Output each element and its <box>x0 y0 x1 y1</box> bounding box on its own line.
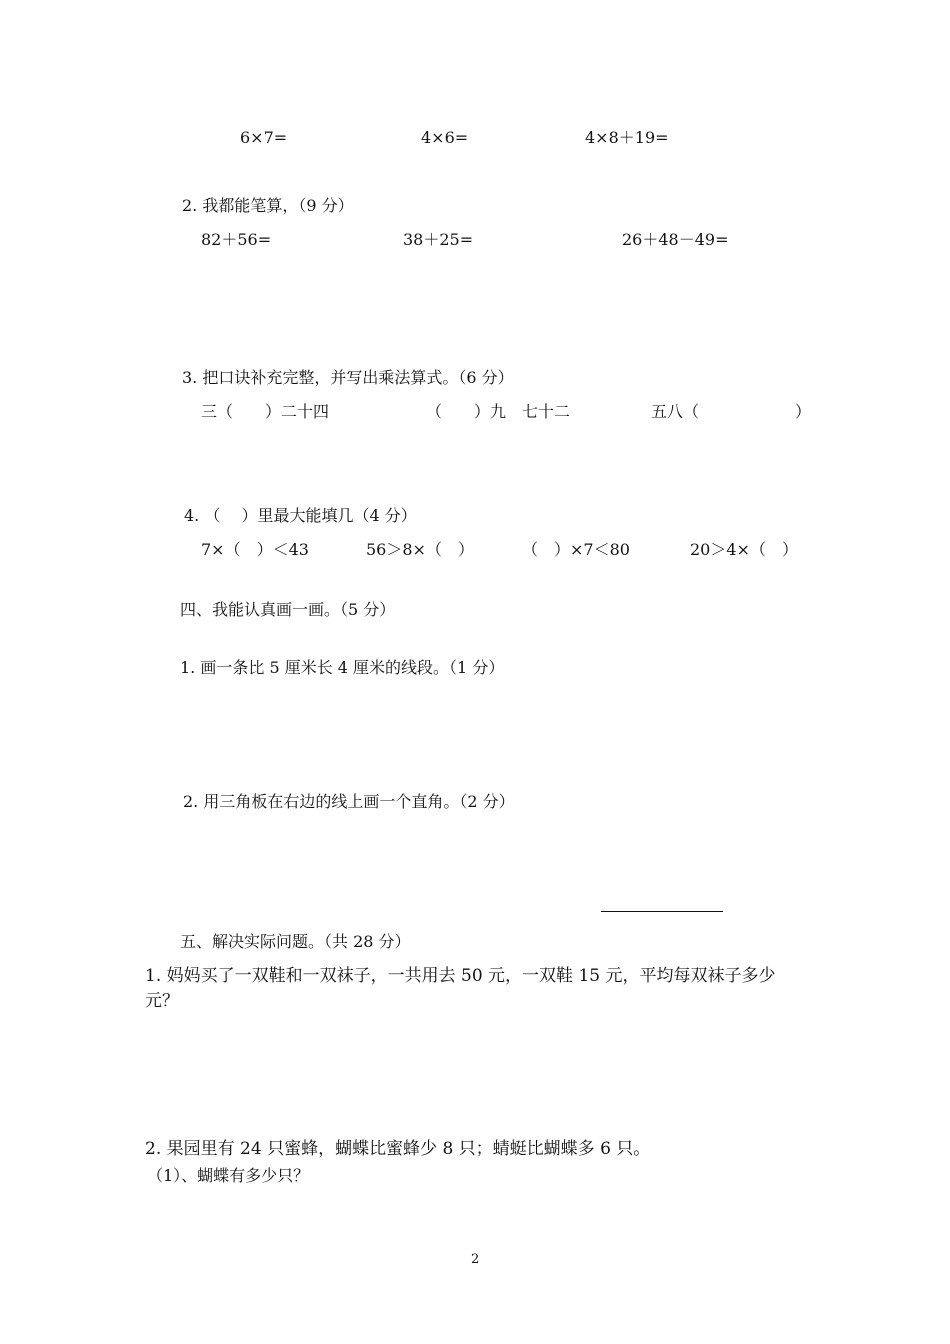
q2-title: 2. 我都能笔算，（9 分） <box>182 196 354 215</box>
section5-q1-line1: 1. 妈妈买了一双鞋和一双袜子，一共用去 50 元，一双鞋 15 元，平均每双袜子多少 <box>145 966 776 986</box>
q4-item-4: 20＞4×（ ） <box>690 540 798 559</box>
q3-title: 3. 把口诀补充完整，并写出乘法算式。（6 分） <box>182 368 514 387</box>
section5-q2-line1: 2. 果园里有 24 只蜜蜂，蝴蝶比蜜蜂少 8 只；蜻蜓比蝴蝶多 6 只。 <box>145 1139 651 1159</box>
section4-title: 四、我能认真画一画。（5 分） <box>180 600 396 619</box>
calc-item-2: 4×6= <box>421 128 469 147</box>
q2-item-3: 26＋48－49= <box>622 230 729 249</box>
drawing-line <box>601 911 723 912</box>
q4-item-1: 7×（ ）＜43 <box>201 540 309 559</box>
q3-item-2: （ ）九 七十二 <box>426 402 571 421</box>
page-number: 2 <box>471 1252 480 1267</box>
q4-item-3: （ ）×7＜80 <box>522 540 630 559</box>
q2-item-2: 38＋25= <box>403 230 474 249</box>
calc-item-1: 6×7= <box>240 128 288 147</box>
section4-q2: 2. 用三角板在右边的线上画一个直角。（2 分） <box>183 792 515 811</box>
q4-item-2: 56＞8×（ ） <box>366 540 474 559</box>
section5-q1-line2: 元？ <box>145 991 179 1011</box>
q3-item-1: 三（ ）二十四 <box>201 402 330 421</box>
q3-item-3: 五八（ ） <box>651 402 812 421</box>
section4-q1: 1. 画一条比 5 厘米长 4 厘米的线段。（1 分） <box>180 658 505 677</box>
section5-q2-sub1: （1）、蝴蝶有多少只？ <box>147 1166 310 1185</box>
q2-item-1: 82＋56= <box>201 230 272 249</box>
calc-item-3: 4×8＋19= <box>585 128 669 147</box>
q4-title: 4. （ ）里最大能填几（4 分） <box>184 506 417 525</box>
section5-title: 五、解决实际问题。（共 28 分） <box>180 932 411 951</box>
